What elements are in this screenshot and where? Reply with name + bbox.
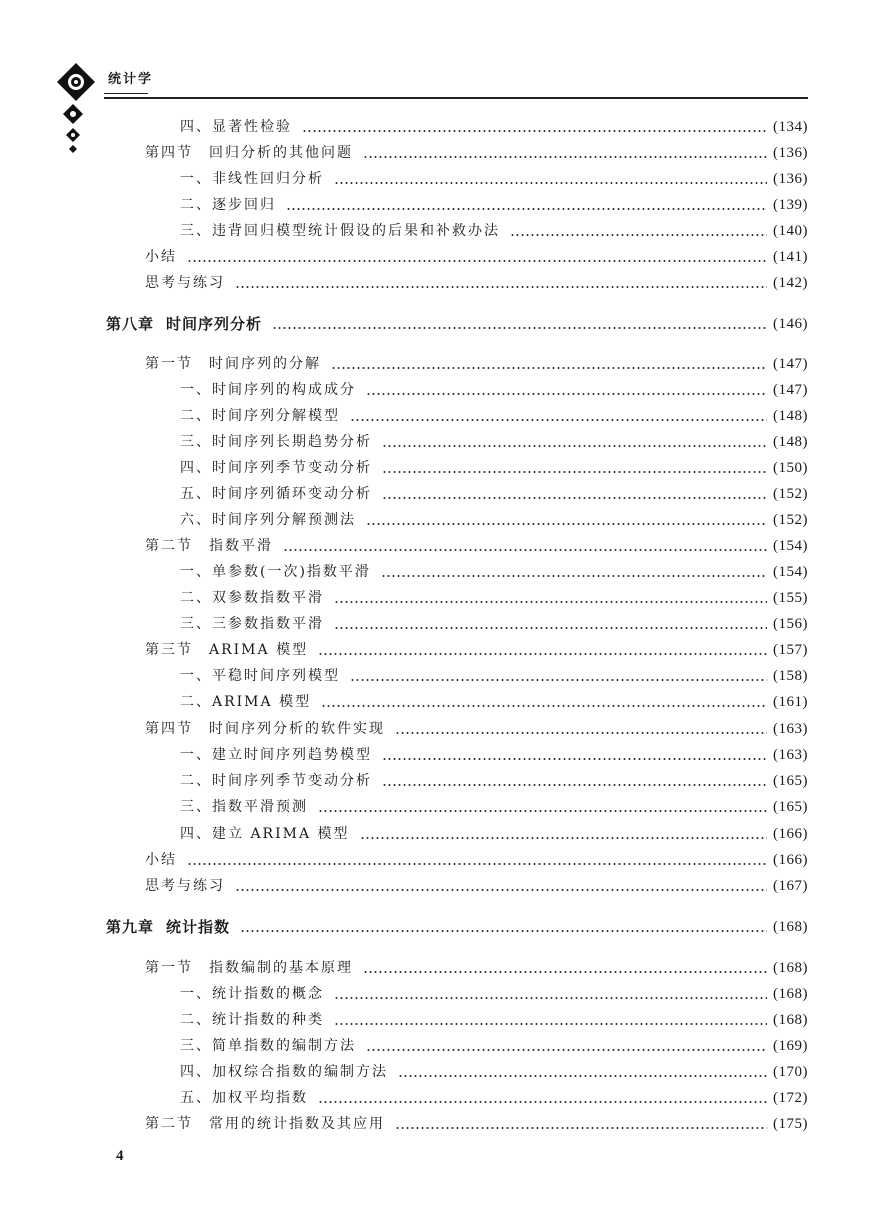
dot-leader (363, 971, 767, 973)
toc-entry-number: 第二节 (145, 1116, 193, 1132)
toc-entry-number: 第一节 (145, 960, 193, 976)
toc-entry-title: 小结 (145, 249, 177, 265)
toc-section-row[interactable] (145, 849, 808, 871)
dot-leader (350, 419, 767, 421)
toc-entry-title: 非线性回归分析 (212, 171, 324, 187)
toc-entry-number: 第四节 (145, 721, 193, 737)
toc-entry-number: 四、 (180, 119, 212, 135)
toc-entry-title: 加权综合指数的编制方法 (212, 1064, 388, 1080)
book-title: 统计学 (108, 72, 154, 87)
toc-entry-number: 一、 (180, 747, 212, 763)
toc-entry-page: (172) (773, 1090, 808, 1106)
toc-entry-title: 时间序列季节变动分析 (212, 773, 372, 789)
toc-entry-page: (168) (773, 960, 808, 976)
toc-entry-page: (163) (773, 747, 808, 763)
toc-entry-page: (146) (773, 316, 808, 332)
toc-entry-title: 思考与练习 (145, 275, 225, 291)
toc-item-row[interactable] (180, 983, 808, 1005)
toc-item-row[interactable] (180, 796, 808, 818)
toc-entry-number: 一、 (180, 986, 212, 1002)
toc-item-row[interactable] (180, 1035, 808, 1057)
dot-leader (187, 260, 767, 262)
toc-entry-page: (150) (773, 460, 808, 476)
toc-entry-page: (168) (773, 919, 808, 935)
toc-entry-number: 三、 (180, 799, 212, 815)
toc-entry-number: 一、 (180, 564, 212, 580)
toc-entry-title: 时间序列长期趋势分析 (212, 434, 372, 450)
toc-entry-title: 双参数指数平滑 (212, 590, 324, 606)
toc-entry-page: (157) (773, 642, 808, 658)
dot-leader (240, 930, 767, 932)
toc-entry-title: 指数平滑 (209, 538, 273, 554)
toc-entry-page: (136) (773, 171, 808, 187)
toc-entry-page: (166) (773, 826, 808, 842)
toc-entry-number: 四、 (180, 826, 212, 842)
toc-entry-title: 建立 ARIMA 模型 (212, 826, 350, 842)
toc-section-row[interactable] (145, 142, 808, 164)
toc-entry-page: (175) (773, 1116, 808, 1132)
toc-entry-title: 时间序列分析 (166, 315, 263, 333)
toc-item-row[interactable] (180, 744, 808, 766)
toc-item-row[interactable] (180, 770, 808, 792)
toc-entry-title: 违背回归模型统计假设的后果和补救办法 (212, 223, 500, 239)
toc-entry-page: (155) (773, 590, 808, 606)
toc-entry-page: (161) (773, 694, 808, 710)
toc-entry-title: 平稳时间序列模型 (212, 668, 340, 684)
dot-leader (366, 1049, 767, 1051)
dot-leader (302, 130, 767, 132)
toc-entry-number: 一、 (180, 171, 212, 187)
toc-entry-page: (168) (773, 1012, 808, 1028)
dot-leader (334, 627, 767, 629)
toc-entry-page: (147) (773, 356, 808, 372)
toc-entry-title: 时间序列分解模型 (212, 408, 340, 424)
toc-entry-title: 时间序列分解预测法 (212, 512, 356, 528)
toc-entry-number: 三、 (180, 434, 212, 450)
toc-item-row[interactable] (180, 1009, 808, 1031)
toc-entry-number: 一、 (180, 382, 212, 398)
toc-entry-number: 四、 (180, 460, 212, 476)
toc-entry-number: 三、 (180, 223, 212, 239)
dot-leader (334, 601, 767, 603)
toc-entry-page: (139) (773, 197, 808, 213)
dot-leader (334, 182, 767, 184)
toc-entry-title: 时间序列的构成成分 (212, 382, 356, 398)
toc-entry-title: 单参数(一次)指数平滑 (212, 564, 371, 580)
dot-leader (334, 997, 767, 999)
toc-entry-title: 统计指数 (166, 918, 231, 936)
dot-leader (331, 367, 767, 369)
toc-item-row[interactable] (180, 587, 808, 609)
dot-leader (382, 445, 767, 447)
dot-leader (235, 286, 767, 288)
toc-section-row[interactable] (145, 1113, 808, 1135)
dot-leader (381, 575, 767, 577)
toc-entry-page: (142) (773, 275, 808, 291)
dot-leader (235, 889, 767, 891)
toc-entry-number: 第二节 (145, 538, 193, 554)
toc-entry-page: (168) (773, 986, 808, 1002)
toc-entry-page: (165) (773, 799, 808, 815)
toc-item-row[interactable] (180, 457, 808, 479)
toc-entry-number: 二、 (180, 408, 212, 424)
toc-entry-title: 时间序列季节变动分析 (212, 460, 372, 476)
toc-section-row[interactable] (145, 353, 808, 375)
header-rule (104, 97, 808, 99)
toc-item-row[interactable] (180, 823, 808, 845)
toc-entry-number: 一、 (180, 668, 212, 684)
toc-section-row[interactable] (145, 272, 808, 294)
toc-entry-number: 五、 (180, 1090, 212, 1106)
toc-entry-title: 简单指数的编制方法 (212, 1038, 356, 1054)
dot-leader (382, 784, 767, 786)
toc-entry-page: (156) (773, 616, 808, 632)
toc-section-row[interactable] (145, 535, 808, 557)
toc-entry-title: 统计指数的种类 (212, 1012, 324, 1028)
toc-entry-page: (134) (773, 119, 808, 135)
toc-item-row[interactable] (180, 194, 808, 216)
toc-entry-page: (165) (773, 773, 808, 789)
toc-item-row[interactable] (180, 665, 808, 687)
toc-entry-number: 三、 (180, 616, 212, 632)
diamond-ornament-icon (56, 62, 96, 102)
toc-item-row[interactable] (180, 168, 808, 190)
toc-entry-title: 加权平均指数 (212, 1090, 308, 1106)
toc-entry-number: 第八章 (106, 315, 155, 333)
dot-leader (382, 471, 767, 473)
toc-entry-page: (154) (773, 564, 808, 580)
dot-leader (283, 549, 767, 551)
toc-entry-title: 指数平滑预测 (212, 799, 308, 815)
toc-entry-page: (154) (773, 538, 808, 554)
toc-entry-number: 二、 (180, 773, 212, 789)
toc-entry-title: 指数编制的基本原理 (209, 960, 353, 976)
toc-entry-title: 三参数指数平滑 (212, 616, 324, 632)
dot-leader (366, 523, 767, 525)
toc-entry-title: 逐步回归 (212, 197, 276, 213)
toc-item-row[interactable] (180, 1061, 808, 1083)
dot-leader (382, 497, 767, 499)
toc-section-row[interactable] (145, 718, 808, 740)
toc-item-row[interactable] (180, 483, 808, 505)
dot-leader (334, 1023, 767, 1025)
toc-entry-page: (148) (773, 408, 808, 424)
toc-entry-number: 第三节 (145, 642, 193, 658)
dot-leader (395, 1127, 767, 1129)
dot-leader (321, 705, 767, 707)
dot-leader (350, 679, 767, 681)
dot-leader (187, 863, 767, 865)
toc-entry-page: (136) (773, 145, 808, 161)
toc-entry-title: 思考与练习 (145, 878, 225, 894)
toc-entry-title: 建立时间序列趋势模型 (212, 747, 372, 763)
toc-chapter-row[interactable] (106, 916, 808, 938)
toc-item-row[interactable] (180, 220, 808, 242)
toc-entry-page: (141) (773, 249, 808, 265)
toc-chapter-row[interactable] (106, 313, 808, 335)
page-number: 4 (116, 1148, 124, 1164)
toc-entry-number: 五、 (180, 486, 212, 502)
toc-entry-title: ARIMA 模型 (212, 694, 312, 710)
dot-leader (272, 327, 767, 329)
toc-item-row[interactable] (180, 379, 808, 401)
toc-entry-title: ARIMA 模型 (209, 642, 309, 658)
toc-entry-number: 二、 (180, 1012, 212, 1028)
toc-entry-page: (140) (773, 223, 808, 239)
toc-entry-title: 统计指数的概念 (212, 986, 324, 1002)
toc-entry-page: (158) (773, 668, 808, 684)
toc-entry-title: 小结 (145, 852, 177, 868)
toc-entry-page: (169) (773, 1038, 808, 1054)
toc-entry-number: 四、 (180, 1064, 212, 1080)
dot-leader (510, 234, 767, 236)
toc-entry-title: 时间序列循环变动分析 (212, 486, 372, 502)
header-rule-short (104, 93, 148, 94)
toc-section-row[interactable] (145, 875, 808, 897)
small-diamonds-icon (62, 104, 84, 154)
toc-entry-page: (148) (773, 434, 808, 450)
toc-entry-number: 六、 (180, 512, 212, 528)
toc-entry-page: (147) (773, 382, 808, 398)
dot-leader (366, 393, 767, 395)
toc-section-row[interactable] (145, 246, 808, 268)
dot-leader (395, 732, 767, 734)
toc-entry-number: 三、 (180, 1038, 212, 1054)
toc-item-row[interactable] (180, 405, 808, 427)
toc-entry-title: 显著性检验 (212, 119, 292, 135)
toc-entry-number: 第一节 (145, 356, 193, 372)
toc-entry-number: 二、 (180, 197, 212, 213)
dot-leader (360, 837, 767, 839)
toc-entry-number: 二、 (180, 590, 212, 606)
dot-leader (398, 1075, 767, 1077)
toc-item-row[interactable] (180, 509, 808, 531)
toc-entry-page: (152) (773, 512, 808, 528)
toc-entry-title: 回归分析的其他问题 (209, 145, 353, 161)
toc-item-row[interactable] (180, 116, 808, 138)
toc-entry-number: 二、 (180, 694, 212, 710)
toc-entry-number: 第四节 (145, 145, 193, 161)
dot-leader (318, 1101, 767, 1103)
toc-entry-page: (166) (773, 852, 808, 868)
dot-leader (286, 208, 767, 210)
toc-entry-title: 常用的统计指数及其应用 (209, 1116, 385, 1132)
toc-item-row[interactable] (180, 1087, 808, 1109)
toc-entry-title: 时间序列的分解 (209, 356, 321, 372)
toc-entry-page: (170) (773, 1064, 808, 1080)
toc-entry-number: 第九章 (106, 918, 155, 936)
dot-leader (318, 653, 767, 655)
toc-item-row[interactable] (180, 691, 808, 713)
dot-leader (382, 758, 767, 760)
toc-entry-title: 时间序列分析的软件实现 (209, 721, 385, 737)
toc-item-row[interactable] (180, 431, 808, 453)
toc-section-row[interactable] (145, 639, 808, 661)
dot-leader (318, 810, 767, 812)
toc-entry-page: (167) (773, 878, 808, 894)
dot-leader (363, 156, 767, 158)
toc-entry-page: (152) (773, 486, 808, 502)
toc-item-row[interactable] (180, 613, 808, 635)
toc-section-row[interactable] (145, 957, 808, 979)
toc-item-row[interactable] (180, 561, 808, 583)
toc-entry-page: (163) (773, 721, 808, 737)
